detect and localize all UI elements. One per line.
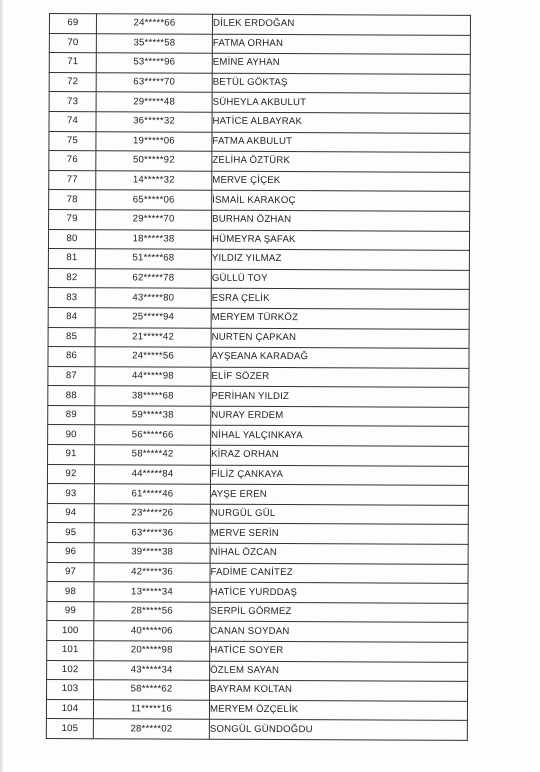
full-name: ÖZLEM SAYAN	[210, 661, 468, 682]
full-name: SONGÜL GÜNDOĞDU	[209, 720, 467, 741]
table-row	[46, 699, 467, 720]
table-row	[47, 601, 468, 622]
table-row	[49, 131, 470, 152]
full-name: ESRA ÇELİK	[211, 289, 469, 310]
masked-id: 39*****38	[94, 543, 210, 563]
table-row	[47, 621, 468, 642]
table-row	[49, 33, 470, 54]
table-row	[47, 523, 468, 544]
scan-edge-shadow	[0, 0, 4, 772]
masked-id: 62*****78	[95, 268, 211, 288]
full-name: İSMAİL KARAKOÇ	[212, 191, 470, 212]
row-number: 74	[49, 111, 96, 131]
masked-id: 19*****06	[96, 131, 212, 151]
masked-id: 29*****70	[96, 210, 212, 230]
masked-id: 18*****38	[95, 229, 211, 249]
full-name: MERVE SERİN	[210, 524, 468, 545]
row-number: 95	[47, 523, 94, 543]
row-number: 103	[47, 680, 94, 700]
masked-id: 42*****36	[94, 562, 210, 582]
masked-id: 36*****32	[96, 112, 212, 132]
masked-id: 65*****06	[96, 190, 212, 210]
table-row	[48, 327, 469, 348]
table-row	[47, 640, 468, 661]
masked-id: 43*****80	[95, 288, 211, 308]
row-number: 96	[47, 543, 94, 563]
masked-id: 24*****66	[96, 14, 212, 34]
row-number: 77	[49, 170, 96, 190]
table-row	[48, 366, 469, 387]
table-row	[49, 190, 470, 211]
full-name: DİLEK ERDOĞAN	[212, 14, 470, 35]
full-name: NURGÜL GÜL	[210, 504, 468, 525]
full-name: MERVE ÇİÇEK	[212, 171, 470, 192]
row-number: 100	[47, 621, 94, 641]
row-number: 88	[48, 386, 95, 406]
masked-id: 43*****34	[94, 660, 210, 680]
row-number: 93	[47, 484, 94, 504]
masked-id: 25*****94	[95, 308, 211, 328]
masked-id: 20*****98	[94, 641, 210, 661]
row-number: 94	[47, 503, 94, 523]
full-name: FATMA ORHAN	[212, 34, 470, 55]
row-number: 90	[48, 425, 95, 445]
row-number: 105	[46, 719, 93, 739]
full-name: ZELİHA ÖZTÜRK	[212, 151, 470, 172]
masked-id: 29*****48	[96, 92, 212, 112]
masked-id: 24*****56	[95, 347, 211, 367]
table-row	[47, 543, 468, 564]
table-row	[46, 719, 467, 740]
masked-id: 58*****42	[95, 445, 211, 465]
row-number: 70	[49, 33, 96, 53]
full-name: MERYEM TÜRKÖZ	[211, 308, 469, 329]
full-name: NURAY ERDEM	[211, 406, 469, 427]
masked-id: 44*****98	[95, 366, 211, 386]
table-row	[48, 268, 469, 289]
row-number: 79	[49, 209, 96, 229]
table-row	[49, 170, 470, 191]
table-row	[49, 151, 470, 172]
row-number: 85	[48, 327, 95, 347]
full-name: HATİCE SOYER	[210, 641, 468, 662]
full-name: KİRAZ ORHAN	[211, 445, 469, 466]
row-number: 69	[49, 14, 96, 34]
full-name: NİHAL ÖZCAN	[210, 543, 468, 564]
masked-id: 59*****38	[95, 406, 211, 426]
full-name: AYŞEANA KARADAĞ	[211, 347, 469, 368]
row-number: 101	[47, 640, 94, 660]
table-row	[49, 53, 470, 74]
full-name: GÜLLÜ TOY	[211, 269, 469, 290]
masked-id: 28*****02	[93, 719, 209, 739]
masked-id: 63*****70	[96, 72, 212, 92]
row-number: 76	[49, 151, 96, 171]
row-number: 97	[47, 562, 94, 582]
masked-id: 23*****26	[94, 504, 210, 524]
masked-id: 14*****32	[96, 170, 212, 190]
row-number: 81	[48, 249, 95, 269]
masked-id: 44*****84	[94, 464, 210, 484]
row-number: 92	[47, 464, 94, 484]
table-row	[47, 562, 468, 583]
table-row	[48, 445, 469, 466]
full-name: FATMA AKBULUT	[212, 132, 470, 153]
full-name: SÜHEYLA AKBULUT	[212, 93, 470, 114]
full-name: HATİCE ALBAYRAK	[212, 112, 470, 133]
full-name: MERYEM ÖZÇELİK	[209, 700, 467, 721]
masked-id: 63*****36	[94, 523, 210, 543]
table-row	[47, 680, 468, 701]
table-row	[49, 72, 470, 93]
row-number: 99	[47, 601, 94, 621]
masked-id: 13*****34	[94, 582, 210, 602]
full-name: FADİME CANİTEZ	[210, 563, 468, 584]
row-number: 72	[49, 72, 96, 92]
table-row	[49, 92, 470, 113]
table-row	[48, 229, 469, 250]
full-name: NURTEN ÇAPKAN	[211, 328, 469, 349]
masked-id: 11*****16	[93, 699, 209, 719]
full-name: BAYRAM KOLTAN	[210, 680, 468, 701]
row-number: 91	[48, 445, 95, 465]
masked-id: 40*****06	[94, 621, 210, 641]
row-number: 78	[49, 190, 96, 210]
name-list-body	[46, 14, 470, 741]
full-name: CANAN SOYDAN	[210, 622, 468, 643]
full-name: PERİHAN YILDIZ	[211, 386, 469, 407]
row-number: 104	[46, 699, 93, 719]
table-row	[48, 249, 469, 270]
row-number: 98	[47, 582, 94, 602]
row-number: 86	[48, 347, 95, 367]
full-name: EMİNE AYHAN	[212, 53, 470, 74]
name-list-table	[46, 13, 471, 741]
table-row	[47, 503, 468, 524]
table-row	[47, 660, 468, 681]
table-row	[48, 347, 469, 368]
masked-id: 58*****62	[94, 680, 210, 700]
full-name: BETÜL GÖKTAŞ	[212, 73, 470, 94]
table-row	[49, 14, 470, 35]
masked-id: 35*****58	[96, 33, 212, 53]
full-name: BURHAN ÖZHAN	[212, 210, 470, 231]
table-row	[48, 405, 469, 426]
masked-id: 56*****66	[95, 425, 211, 445]
row-number: 73	[49, 92, 96, 112]
row-number: 102	[47, 660, 94, 680]
row-number: 84	[48, 307, 95, 327]
full-name: AYŞE EREN	[210, 484, 468, 505]
full-name: HATİCE YURDDAŞ	[210, 582, 468, 603]
masked-id: 50*****92	[96, 151, 212, 171]
table-row	[49, 111, 470, 132]
full-name: HÜMEYRA ŞAFAK	[211, 230, 469, 251]
table-row	[48, 425, 469, 446]
full-name: ELİF SÖZER	[211, 367, 469, 388]
masked-id: 53*****96	[96, 53, 212, 73]
table-row	[48, 288, 469, 309]
row-number: 75	[49, 131, 96, 151]
table-row	[47, 582, 468, 603]
row-number: 87	[48, 366, 95, 386]
table-row	[48, 307, 469, 328]
masked-id: 61*****46	[94, 484, 210, 504]
full-name: NİHAL YALÇINKAYA	[211, 426, 469, 447]
masked-id: 51*****68	[95, 249, 211, 269]
row-number: 80	[48, 229, 95, 249]
full-name: YILDIZ YILMAZ	[211, 249, 469, 270]
full-name: SERPİL GÖRMEZ	[210, 602, 468, 623]
row-number: 82	[48, 268, 95, 288]
row-number: 83	[48, 288, 95, 308]
masked-id: 38*****68	[95, 386, 211, 406]
row-number: 89	[48, 405, 95, 425]
table-row	[49, 209, 470, 230]
full-name: FİLİZ ÇANKAYA	[210, 465, 468, 486]
table-row	[47, 464, 468, 485]
table-row	[48, 386, 469, 407]
masked-id: 28*****56	[94, 602, 210, 622]
row-number: 71	[49, 53, 96, 73]
table-row	[47, 484, 468, 505]
masked-id: 21*****42	[95, 327, 211, 347]
